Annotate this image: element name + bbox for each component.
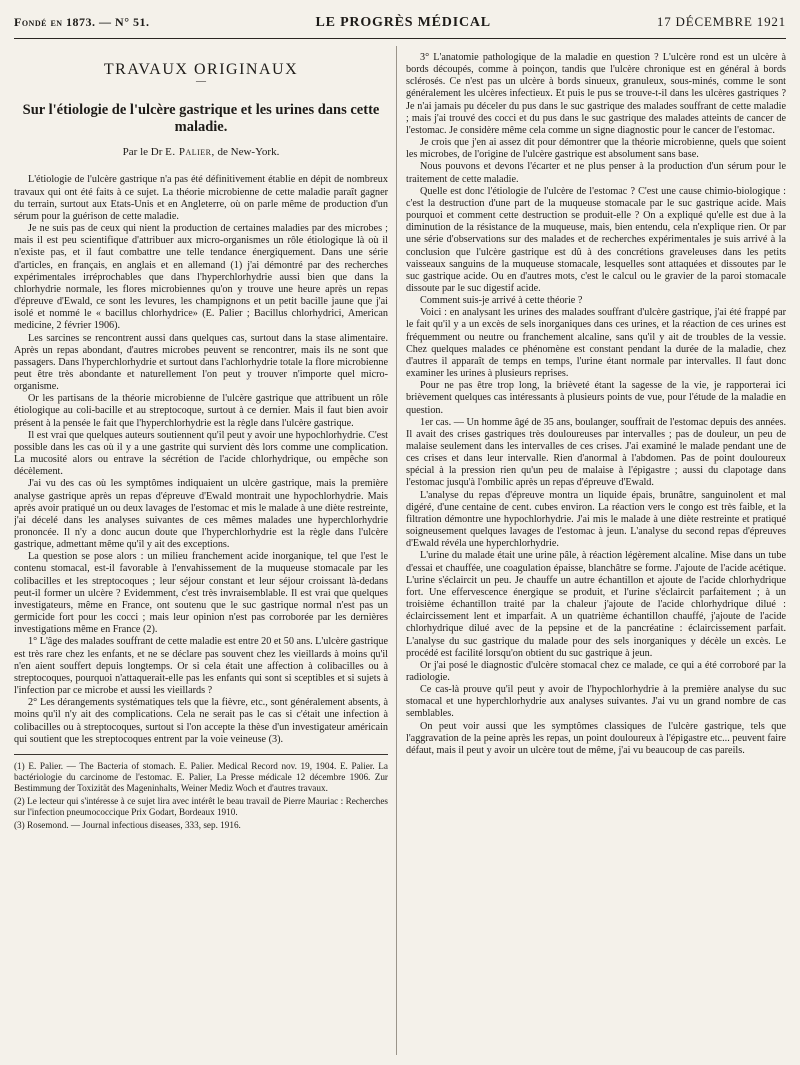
- right-column: [406, 52, 786, 1057]
- journal-name: LE PROGRÈS MÉDICAL: [315, 15, 491, 30]
- body-paragraph: Or j'ai posé le diagnostic d'ulcère stomacal chez ce malade, ce qui a été corroboré par la radiologie.: [406, 659, 786, 683]
- section-heading: TRAVAUX ORIGINAUX: [103, 61, 299, 78]
- case-paragraph: 1er cas. — Un homme âgé de 35 ans, boulanger, souffrait de l'estomac depuis des années. Il avait des crises gastriques très douloureuses par intervalles ; pas de douleur, un peu de malaise seulement dans les intervalles de ces crises. J'ai examiné le malade pendant une de ces crises et dans leur intervalle. Rien d'anormal à l'abdomen. Pas de point douloureux spécial à la pression rien qu'un peu de malaise à l'épigastre ; aussi du clapotage dans l'estomac jusqu'à l'ombilic après un repas d'épreuve d'Ewald.: [406, 416, 786, 489]
- left-column: [14, 52, 388, 1057]
- body-paragraph: La question se pose alors : un milieu franchement acide inorganique, tel que l'est le contenu stomacal, est-il favorable à l'envahissement de la muqueuse stomacale par les colibacilles et les streptocoques ; leur séjour constant et leur séjour croissant là-dedans peut-il former un ulcère ? Evidemment, c'est très invraisemblable. Il est vrai que quelques investigateurs, même en France, ont soutenu que le suc gastrique normal n'est pas un germicide fort pour les cocci ; mais leur opinion n'est pas corroborée par les dernières investigations même en France (2).: [14, 551, 388, 636]
- body-paragraph: Or les partisans de la théorie microbienne de l'ulcère gastrique que attribuent un rôle étiologique au coli-bacille et au streptocoque, surtout à ce dernier. Mais il faut bien avoir présent à la pensée le fait que l'hyperchlorhydrie est la règle dans l'ulcère gastrique.: [14, 393, 388, 429]
- body-paragraph: 2° Les dérangements systématiques tels que la fièvre, etc., sont généralement absents, à moins qu'il n'y ait des complications. Cela ne serait pas le cas si c'était une infection à colibacilles ou à streptocoques, surtout si l'on accepte la thèse d'un investigateur américain qui soutient que les streptocoques entrent par la voie veineuse (3).: [14, 697, 388, 745]
- article-title: Sur l'étiologie de l'ulcère gastrique et les urines dans cette maladie.: [22, 102, 380, 136]
- byline: [14, 146, 388, 158]
- footnote-rule: [14, 754, 388, 755]
- byline-prefix: Par le Dr: [122, 146, 163, 159]
- body-paragraph: L'analyse du repas d'épreuve montra un liquide épais, brunâtre, sanguinolent et mal digéré, d'une centaine de cent. cubes environ. La réaction vers le congo est très faible, et la filtration démontre une hypochlorhydrie. J'ai mis le malade à une diète restreinte et pratiqué soigneusement quelques lavages de l'estomac à jeun. L'analyse du second repas d'épreuves d'Ewald révéla une hyperchlorhydrie.: [406, 489, 786, 550]
- body-paragraph: L'urine du malade était une urine pâle, à réaction légèrement alcaline. Mise dans un tube d'essai et chauffée, une coagulation épaisse, blanchâtre se forme. J'ajoute de l'acide acétique. L'urine s'éclaircit un peu. Je chauffe un autre échantillon et ajoute de l'acide chlorhydrique fort. Une effervescence énergique se produit, et l'urine s'éclaircit parfaitement ; à un troisième échantillon traité par la chaleur j'ajoute de l'acide chlorhydrique dilué : éclaircissement lent et imparfait. A un quatrième échantillon chauffé, j'ajoute de l'acide chlorhydrique dilué avec de la pepsine et de la pancréatine : éclaircissement parfait. L'analyse du suc gastrique du malade pour des sels inorganiques y décèle un excès. Le procédé est facilité lorsqu'on obtient du suc gastrique à jeun.: [406, 550, 786, 659]
- issue-date: 17 DÉCEMBRE 1921: [656, 14, 786, 29]
- header-rule: [14, 38, 786, 39]
- running-header: [14, 14, 786, 36]
- body-paragraph: Comment suis-je arrivé à cette théorie ?: [420, 295, 583, 307]
- byline-suffix: de New-York.: [217, 146, 280, 159]
- body-paragraph: Pour ne pas être trop long, la brièveté étant la sagesse de la vie, je rapporterai ici brièvement quelques cas intéressants à plusieurs points de vue, pour l'étude de la maladie en question.: [406, 380, 786, 416]
- body-paragraph: J'ai vu des cas où les symptômes indiquaient un ulcère gastrique, mais la première analyse gastrique après un repas d'épreuve d'Ewald montrait une hypochlorhydrie. Mais après avoir pratiqué un ou deux lavages de l'estomac et mis le malade à une diète restreinte, j'ai décelé dans les analyses suivantes de ces mêmes malades une hyperchlorhydrie prononcée. Il n'y a donc aucun doute que l'hyperchlorhydrie est la règle dans l'ulcère gastrique, admettant même qu'il y ait des exceptions.: [14, 478, 388, 551]
- body-paragraph: Voici : en analysant les urines des malades souffrant d'ulcère gastrique, j'ai été frappé par le fait qu'il y a un excès de sels inorganiques dans ces urines, et la réaction de ces urines est fréquemment ou neutre ou franchement alcaline, sans qu'il y ait de troubles de la vessie. Chez quelques malades ce phénomène est constant pendant la durée de la maladie, chez d'autres il apparaît de temps en temps, l'urine étant normale par intervalles. Il faut donc examiner les urines à plusieurs reprises.: [406, 307, 786, 380]
- body-paragraph: On peut voir aussi que les symptômes classiques de l'ulcère gastrique, tels que l'aggravation de la peine après les repas, un point douloureux à l'épigastre etc... peuvent faire défaut, mais il peut y avoir un ulcère tout de même, j'ai vu beaucoup de cas pareils.: [406, 720, 786, 756]
- author-name: E. Palier,: [165, 146, 215, 159]
- body-paragraph: Je crois que j'en ai assez dit pour démontrer que la théorie microbienne, quels que soient les microbes, de l'origine de l'ulcère gastrique est absolument sans base.: [406, 137, 786, 161]
- footnote: (3) Rosemond. — Journal infectious diseases, 333, sep. 1916.: [14, 819, 241, 830]
- column-divider: [396, 46, 397, 1055]
- body-paragraph: Les sarcines se rencontrent aussi dans quelques cas, surtout dans la stase alimentaire. Après un repas abondant, d'autres microbes peuvent se rencontrer, mais ils ne sont que passagers. Dans l'hyperchlorhydrie et surtout dans l'achlorhydrie totale la flore microbienne peut être très abondante et naturellement l'on peut y trouver n'importe quel micro-organisme.: [14, 332, 388, 393]
- body-paragraph: Nous pouvons et devons l'écarter et ne plus penser à la production d'un sérum pour le traitement de cette maladie.: [406, 161, 786, 185]
- body-paragraph: Il est vrai que quelques auteurs soutiennent qu'il peut y avoir une hypochlorhydrie. C'est possible dans les cas où il y a une gastrite qui survient dès lors comme une complication. La mucosité alors ou entrave la sécrétion de l'acide chlorhydrique, ou empêche son décèlement.: [14, 429, 388, 478]
- section-dash: —: [196, 76, 206, 88]
- founded-issue: Fondé en 1873. — N° 51.: [14, 15, 150, 29]
- body-paragraph: L'étiologie de l'ulcère gastrique n'a pas été définitivement établie en dépit de nombreux travaux qui ont été faits à ce sujet. La théorie microbienne de cette maladie paraît gagner du terrain, surtout aux Etats-Unis et en Angleterre, où on parle même de production d'un sérum pour la guérison de cette maladie.: [14, 174, 388, 222]
- body-paragraph: Ce cas-là prouve qu'il peut y avoir de l'hypochlorhydrie à la première analyse du suc stomacal et une hyperchlorhydrie aux analyses suivantes. J'ai vu un grand nombre de cas semblables.: [406, 684, 786, 720]
- body-paragraph: Je ne suis pas de ceux qui nient la production de certaines maladies par des microbes ; mais il est peu scientifique d'attribuer aux micro-organismes un rôle étiologique là où il n'existe pas, et il faut combattre une telle tendance énergiquement. Dans une série d'articles, en français, en anglais et en allemand (1) j'ai démontré par des recherches expérimentales irréprochables que dans l'hyperchlorhydrie aussi bien que dans la chlorhydrie normale, les flores microbiennes qu'on y trouve une heure après un repas d'épreuve d'Ewald, ce sont les levures, les champignons et un petit bacille jaune que j'ai isolé et nommé le « bacillus chlorhydrice» (E. Palier ; Bacillus chlorhydrici, American medicine, 2 février 1906).: [14, 223, 388, 332]
- body-paragraph: 3° L'anatomie pathologique de la maladie en question ? L'ulcère rond est un ulcère à bords découpés, comme à poinçon, tandis que l'ulcère chronique est en général à bords sclérosés. Ce n'est pas un ulcère à bords sinueux, granuleux, sous-minés, comme le sont généralement les ulcères infectieux. Et puis le pus se trouve-t-il dans les ulcères gastriques ? Je n'ai jamais pu déceler du pus dans le suc gastrique des malades souffrant de cette maladie ; mais j'ai trouvé des cocci et du pus dans le suc gastrique des malades atteints de cancer de l'estomac. Je considère même cela comme un signe diagnostic pour le cancer de l'estomac.: [406, 52, 786, 136]
- body-paragraph: 1° L'âge des malades souffrant de cette maladie est entre 20 et 50 ans. L'ulcère gastrique est très rare chez les enfants, et ne se déclare pas souvent chez les vieillards à moins qu'il n'en aient souffert depuis longtemps. Or si cela était une affection à colibacilles ou à streptocoques, pourquoi n'attaquerait-elle pas les enfants qui sont si sceptibles et si sujets à l'infection par ce microbe et aussi les vieillards ?: [14, 636, 388, 697]
- footnotes: [14, 761, 388, 831]
- footnote: (2) Le lecteur qui s'intéresse à ce sujet lira avec intérêt le beau travail de Pierre Mauriac : Recherches sur l'infection pneumococcique Prix Godart, Bordeaux 1910.: [14, 795, 388, 817]
- footnote: (1) E. Palier. — The Bacteria of stomach. E. Palier. Medical Record nov. 19, 1904. E. Palier. La bactériologie du carcinome de l'estomac. E. Palier, La Presse médicale 12 décembre 1906. Zur Bestimmung der Toxizität des Mageninhalts, Weiner Mediz Woch et d'autres travaux.: [14, 760, 388, 793]
- body-paragraph: Quelle est donc l'étiologie de l'ulcère de l'estomac ? C'est une cause chimio-biologique : c'est la destruction d'une part de la muqueuse stomacale par le suc gastrique acide. Mais pourquoi et comment cette destruction se produit-elle ? On a expliqué qu'elle est due à la diminution de la résistance de la muqueuse, mais, bien entendu, cela n'explique rien. Or par une série d'observations sur des malades et de recherches expérimentales je suis arrivé à la conclusion que l'ulcère gastrique est dû à des concrétions graveleuses dans les petits vaisseaux sanguins de la muqueuse stomacale, lesquelles sont attaquées et dissoutes par le suc gastrique acide. Ou en d'autres mots, c'est le calcul ou le gravier de la paroi stomacale dissoute par le suc digestif acide.: [406, 185, 786, 294]
